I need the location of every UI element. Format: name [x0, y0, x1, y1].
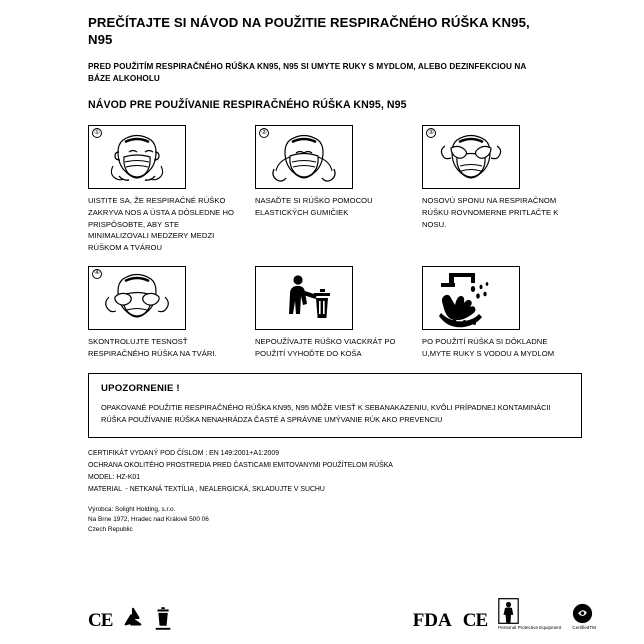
step-5 — [255, 266, 410, 360]
warning-heading: UPOZORNENIE ! — [101, 383, 180, 395]
intro-text: PRED POUŽITÍM RESPIRAČNÉHO RÚŠKA KN95, N95 SI UMYTE RUKY S MYDLOM, ALEBO DEZINFEKCIOU NA BÁZE ALKOHOLU — [88, 61, 527, 83]
step-6 — [422, 266, 577, 360]
step-number-3: ③ — [426, 128, 436, 138]
page-title: PREČÍTAJTE SI NÁVOD NA POUŽITIE RESPIRAČNÉHO RÚŠKA KN95, N95 — [88, 15, 530, 48]
ce-mark-icon: CE — [88, 610, 113, 631]
manufacturer-line: Výrobca: Solight Holding, s.r.o. — [88, 505, 176, 513]
step-2 — [255, 125, 410, 254]
footer-icons — [88, 596, 596, 630]
ppe-person-icon — [498, 598, 561, 630]
step-3-caption: NOSOVÚ SPONU NA RESPIRAČNOM RÚŠKU ROVNOMERNE PRITLAČTE K NOSU. — [422, 196, 559, 229]
certification-block — [88, 448, 584, 496]
fda-mark-icon: FDA — [412, 610, 452, 631]
step-6-caption: PO POUŽITÍ RÚŠKA SI DÔKLADNE U,MYTE RUKY S VODOU A MYDLOM — [422, 336, 555, 358]
step-1 — [88, 125, 243, 254]
manufacturer-line: Czech Republic — [88, 526, 133, 534]
ce-mark-icon: CE — [462, 610, 488, 631]
manufacturer-block — [88, 505, 584, 536]
step-5-caption: NEPOUŽÍVAJTE RÚŠKO VIACKRÁT PO POUŽITÍ VYHOĎTE DO KOŠA — [255, 336, 396, 358]
man-pulling-straps-icon — [255, 125, 353, 189]
wash-hands-tap-icon — [422, 266, 520, 330]
section-subtitle: NÁVOD PRE POUŽÍVANIE RESPIRAČNÉHO RÚŠKA KN95, N95 — [88, 99, 407, 112]
step-1-caption: UISTITE SA, ŽE RESPIRAČNÉ RÚŠKO ZAKRYVA NOS A ÚSTA A DÔSLEDNE HO PRISPÔSOBTE, ABY STE MINIMALIZOVALI MEDZERY MEDZI RÚŠKOM A TVÁROU — [88, 196, 234, 253]
ppe-label: Personal Protective Equipment — [498, 624, 562, 630]
sgs-certificate-icon — [572, 603, 596, 630]
man-checking-seal-icon — [88, 266, 186, 330]
cert-line: CERTIFIKÁT VYDANÝ POD ČÍSLOM : EN 149:2001+A1:2009 — [88, 450, 280, 458]
cert-line: MATERIAL - NETKANÁ TEXTÍLIA , NEALERGICKÁ, SKLADUJTE V SUCHU — [88, 485, 325, 493]
man-pressing-noseclip-icon — [422, 125, 520, 189]
footer-icons-right — [413, 598, 596, 630]
step-4-caption: SKONTROLUJTE TESNOSŤ RESPIRAČNÉHO RÚŠKA NA TVÁRI. — [88, 336, 217, 358]
manufacturer-line: Na Brne 1972, Hradec nad Králové 500 06 — [88, 515, 209, 523]
recycling-loop-icon — [121, 606, 145, 630]
man-fitting-mask-icon — [88, 125, 186, 189]
steps-row-2 — [88, 266, 584, 366]
svg-text:PPE: PPE — [506, 622, 511, 624]
warning-text: OPAKOVANÉ POUŽITIE RESPIRAČNÉHO RÚŠKA KN95, N95 MÔŽE VIESŤ K SEBANAKAZENIU, KVÔLI PRÍPADNEJ KONTAMINÁCII RÚŠKA POUŽÍVANIE RÚŠKA NENAHRÁDZA ČASTÉ A SPRÁVNE UMÝVANIE RÚK AKO PREVENCIU — [101, 403, 551, 425]
step-2-caption: NASAĎTE SI RÚŠKO POMOCOU ELASTICKÝCH GUMIČIEK — [255, 196, 373, 217]
footer-icons-left — [88, 606, 173, 630]
step-number-2: ② — [259, 128, 269, 138]
cert-line: MODEL: HZ-K01 — [88, 473, 141, 481]
steps-row-1 — [88, 125, 584, 260]
warning-box — [88, 373, 582, 438]
step-3 — [422, 125, 577, 254]
step-number-1: ① — [92, 128, 102, 138]
cert-line: OCHRANA OKOLITÉHO PROSTREDIA PRED ČASTICAMI EMITOVANYMI POUŽÍTELOM RÚŠKA — [88, 462, 393, 470]
step-number-4: ④ — [92, 269, 102, 279]
sgs-label: CertifiedTM — [572, 624, 596, 630]
step-4 — [88, 266, 243, 360]
throw-in-bin-icon — [255, 266, 353, 330]
waee-bin-icon — [154, 606, 173, 630]
